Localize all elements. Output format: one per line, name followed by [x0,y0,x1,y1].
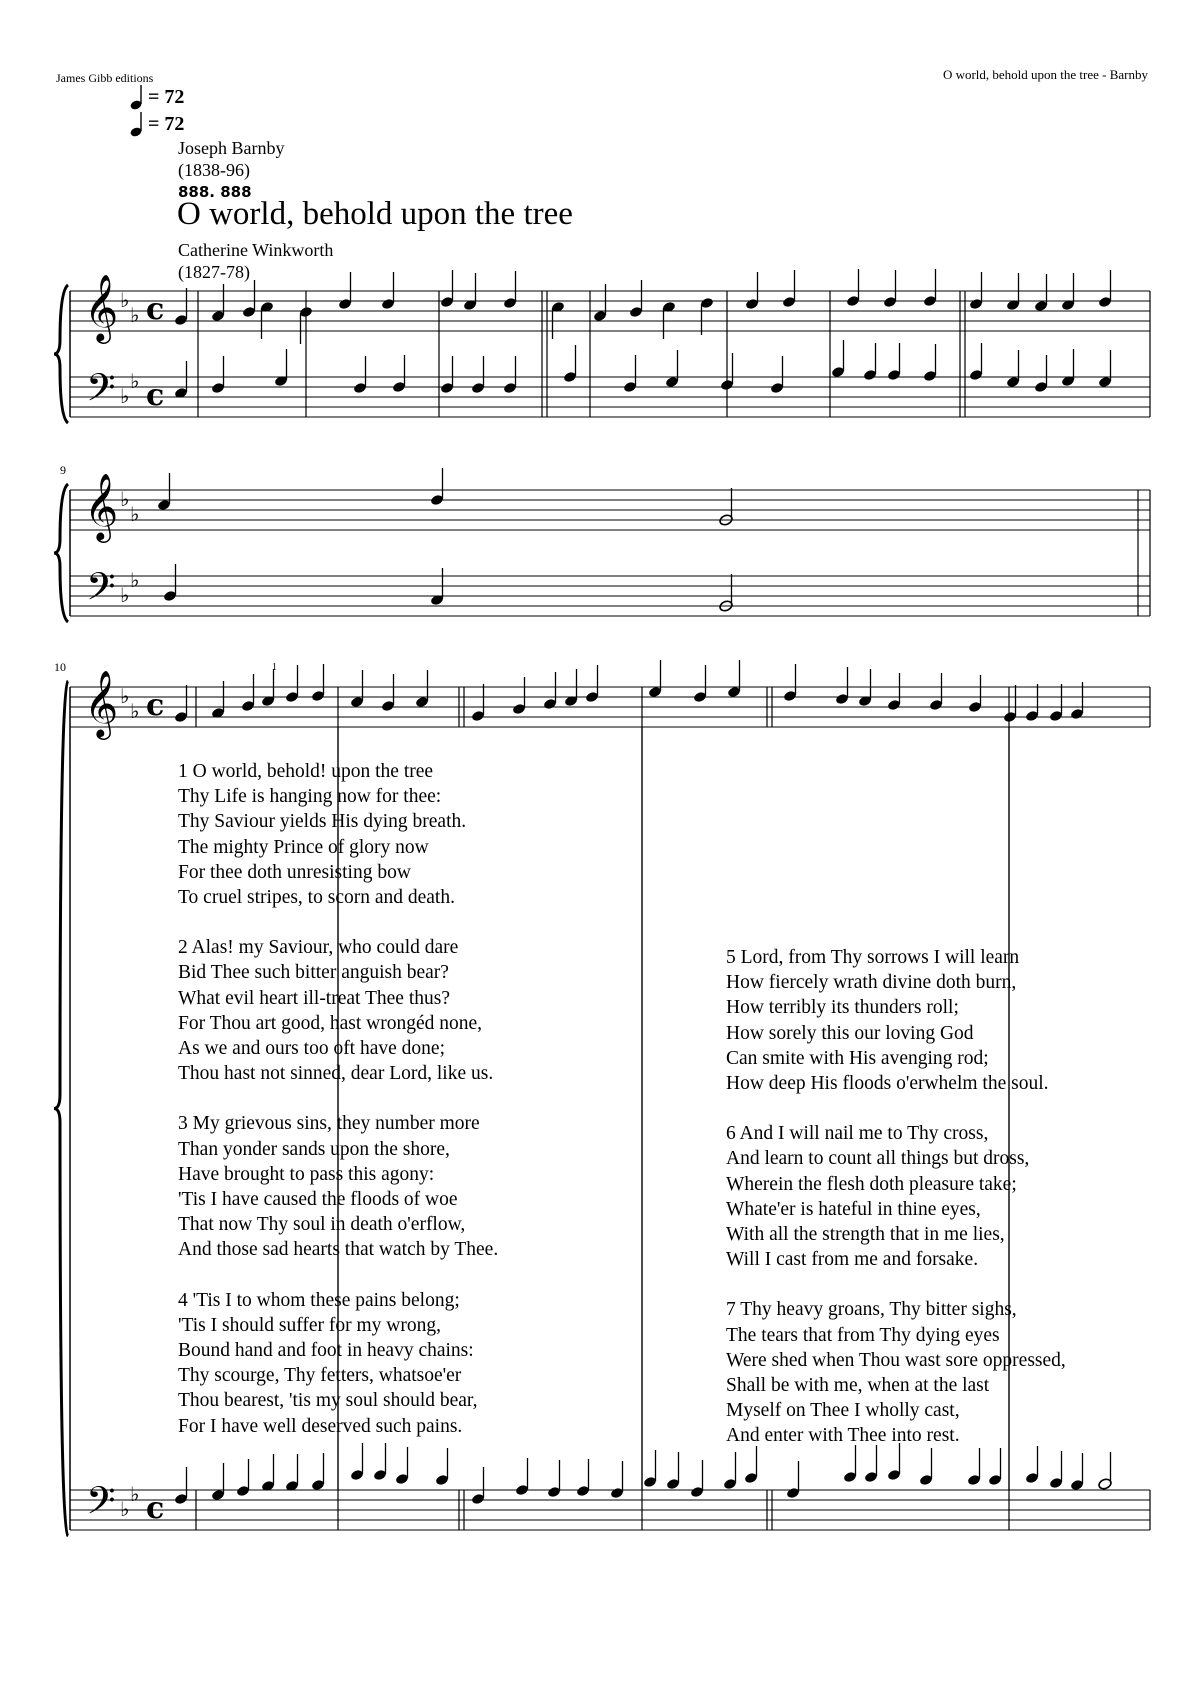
verse-line: That now Thy soul in death o'erflow, [178,1214,466,1236]
flat-icon: ♭ [130,502,140,526]
verse-line: Shall be with me, when at the last [726,1375,990,1397]
verses-left-column [178,759,498,1464]
verse-line: Were shed when Thou wast sore oppressed, [726,1349,1066,1371]
composer [178,137,285,181]
verse-stanza [726,1297,1066,1448]
verse-line: How sorely this our loving God [726,1022,974,1044]
volta-number: 1 [272,662,277,673]
verse-stanza [178,935,498,1086]
verse-line: Bound hand and foot in heavy chains: [178,1340,474,1362]
verse-line: How terribly its thunders roll; [726,997,959,1019]
tempo-marking [130,84,184,110]
verse-stanza [178,1111,498,1262]
verse-line: How fiercely wrath divine doth burn, [726,972,1017,994]
tempo-value: = 72 [148,85,185,108]
meter: 888. 888 [178,183,252,201]
verse-line: Thou bearest, 'tis my soul should bear, [178,1390,478,1412]
verse-line: For I have well deserved such pains. [178,1415,463,1437]
verse-line: 4 'Tis I to whom these pains belong; [178,1289,460,1311]
verse-line: 'Tis I have caused the floods of woe [178,1189,458,1211]
verse-line: 7 Thy heavy groans, Thy bitter sighs, [726,1299,1017,1321]
measure-number: 9 [60,463,66,477]
verse-line: Than yonder sands upon the shore, [178,1138,450,1160]
treble-clef-icon: 𝄞 [84,472,119,540]
verse-line: With all the strength that in me lies, [726,1224,1005,1246]
brace-icon [54,285,68,423]
flat-icon: ♭ [130,303,140,327]
flat-icon: ♭ [120,684,130,708]
flat-icon: ♭ [120,487,130,511]
verse-line: Have brought to pass this agony: [178,1163,435,1185]
flat-icon: ♭ [120,288,130,312]
verse-line: The tears that from Thy dying eyes [726,1324,1000,1346]
verse-line: Thy Saviour yields His dying breath. [178,811,467,833]
verse-line: As we and ours too oft have done; [178,1038,445,1060]
flat-icon: ♭ [130,568,140,592]
quarter-note-icon [130,111,144,137]
verse-line: And enter with Thee into rest. [726,1425,960,1447]
author-dates: (1827-78) [178,262,250,282]
flat-icon: ♭ [130,369,140,393]
common-time-icon: c [146,378,165,413]
flat-icon: ♭ [130,1482,140,1506]
verse-stanza [178,1288,498,1439]
hymn-title: O world, behold upon the tree [177,196,573,232]
verse-line: How deep His floods o'erwhelm the soul. [726,1073,1049,1095]
verses-right-column [726,945,1066,1474]
verse-line: Thy Life is hanging now for thee: [178,786,442,808]
verse-line: And those sad hearts that watch by Thee. [178,1239,499,1261]
treble-clef-icon: 𝄞 [84,273,119,341]
verse-line: What evil heart ill-treat Thee thus? [178,987,450,1009]
quarter-note-icon [130,84,144,110]
flat-icon: ♭ [120,384,130,408]
verse-line: To cruel stripes, to scorn and death. [178,887,455,909]
measure-number: 10 [54,660,66,674]
flat-icon: ♭ [130,699,140,723]
verse-stanza [726,1121,1066,1272]
common-time-icon: c [146,688,165,723]
bass-clef-icon: 𝄢 [86,564,116,618]
verse-line: Will I cast from me and forsake. [726,1249,979,1271]
header-publisher: James Gibb editions [56,71,154,85]
verse-line: Bid Thee such bitter anguish bear? [178,962,449,984]
verse-stanza [726,945,1066,1096]
brace-icon [54,484,68,622]
common-time-icon: c [146,292,165,327]
author [178,239,333,283]
tempo-value: = 72 [148,112,185,135]
verse-line: Thou hast not sinned, dear Lord, like us. [178,1063,494,1085]
verse-line: 6 And I will nail me to Thy cross, [726,1123,989,1145]
header-running-title: O world, behold upon the tree - Barnby [942,67,1148,82]
flat-icon: ♭ [120,583,130,607]
verse-line: 'Tis I should suffer for my wrong, [178,1314,441,1336]
verse-line: 5 Lord, from Thy sorrows I will learn [726,947,1020,968]
verse-line: Myself on Thee I wholly cast, [726,1400,960,1422]
composer-name: Joseph Barnby [178,138,285,158]
verse-line: For Thou art good, hast wrongéd none, [178,1012,483,1034]
common-time-icon: c [146,1491,165,1526]
verse-line: 1 O world, behold! upon the tree [178,761,434,782]
author-name: Catherine Winkworth [178,240,334,260]
flat-icon: ♭ [120,1497,130,1521]
bass-clef-icon: 𝄢 [86,1478,116,1532]
treble-clef-icon: 𝄞 [84,669,119,737]
verse-line: The mighty Prince of glory now [178,836,429,858]
brace-icon [54,681,68,1536]
verse-line: And learn to count all things but dross, [726,1148,1030,1170]
verse-line: Wherein the flesh doth pleasure take; [726,1173,1017,1195]
verse-line: For thee doth unresisting bow [178,861,411,883]
tempo-marking-repeat [130,111,184,137]
bass-clef-icon: 𝄢 [86,365,116,419]
verse-line: Can smite with His avenging rod; [726,1047,989,1069]
verse-line: 2 Alas! my Saviour, who could dare [178,937,459,959]
verse-stanza [178,759,498,910]
verse-line: Thy scourge, Thy fetters, whatsoe'er [178,1365,462,1387]
verse-line: 3 My grievous sins, they number more [178,1113,480,1135]
verse-line: Whate'er is hateful in thine eyes, [726,1198,981,1220]
composer-dates: (1838-96) [178,160,250,180]
